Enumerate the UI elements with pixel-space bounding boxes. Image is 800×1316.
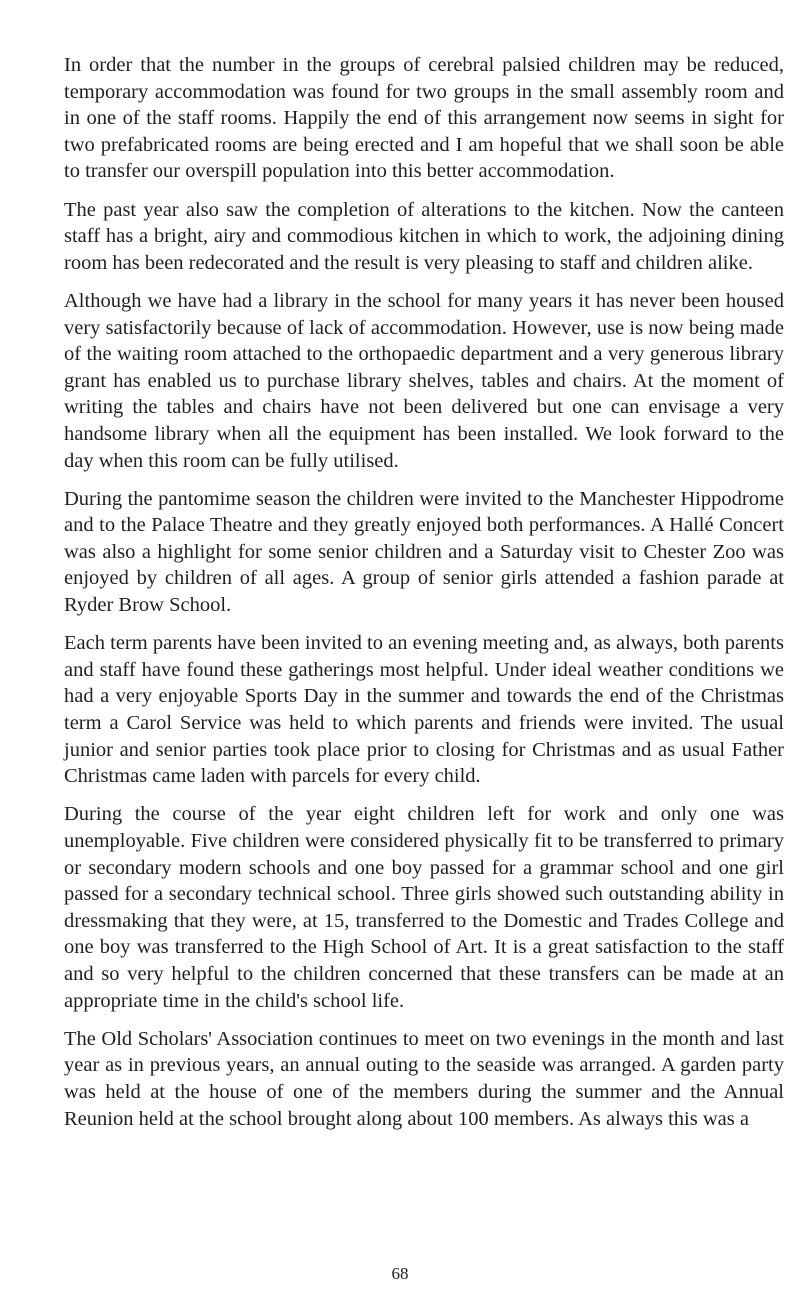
- paragraph-kitchen: The past year also saw the completion of alterations to the kitchen. Now the canteen staff has a bright, airy and commodious kitchen in which to work, the adjoining dining room has been redecorated and the result is very pleasing to staff and children alike.: [64, 198, 784, 274]
- paragraph-old-scholars: The Old Scholars' Association continues to meet on two evenings in the month and last year as in previous years, an annual outing to the seaside was arranged. A garden party was held at the house of one of the members during the summer and the Annual Reunion held at the school brought along about 100 members. As always this was a: [64, 1027, 784, 1130]
- paragraph-parents-events: Each term parents have been invited to an evening meeting and, as always, both parents and staff have found these gatherings most helpful. Under ideal weather conditions we had a very enjoyable Sports Day in the summer and towards the end of the Christmas term a Carol Service was held to which parents and friends were invited. The usual junior and senior parties took place prior to closing for Christmas and as usual Father Christmas came laden with parcels for every child.: [64, 632, 784, 788]
- page-number: 68: [391, 1264, 409, 1283]
- paragraph-leavers: During the course of the year eight children left for work and only one was unemployable. Five children were considered physically fit to be transferred to primary or secondary modern schools and one boy passed for a grammar school and one girl passed for a secondary technical school. Three girls showed such outstanding ability in dressmaking that they were, at 15, transferred to the Domestic and Trades College and one boy was transferred to the High School of Art. It is a great satisfaction to the staff and so very helpful to the children concerned that these transfers can be made at an appropriate time in the child's school life.: [64, 803, 784, 1012]
- paragraph-library: Although we have had a library in the school for many years it has never been housed very satisfactorily because of lack of accommodation. However, use is now being made of the waiting room attached to the orthopaedic department and a very generous library grant has enabled us to purchase library shelves, tables and chairs. At the moment of writing the tables and chairs have not been delivered but one can envisage a very handsome library when all the equipment has been installed. We look forward to the day when this room can be fully utilised.: [64, 289, 784, 472]
- paragraph-accommodation: In order that the number in the groups of cerebral palsied children may be reduced, temporary accommodation was found for two groups in the small assembly room and in one of the staff rooms. Happily the end of this arrangement now seems in sight for two prefabricated rooms are being erected and I am hopeful that we shall soon be able to transfer our overspill population into this better accommodation.: [64, 54, 784, 183]
- document-body: [64, 52, 784, 1144]
- paragraph-outings: During the pantomime season the children were invited to the Manchester Hippodrome and to the Palace Theatre and they greatly enjoyed both performances. A Hallé Concert was also a highlight for some senior children and a Saturday visit to Chester Zoo was enjoyed by children of all ages. A group of senior girls attended a fashion parade at Ryder Brow School.: [64, 487, 784, 617]
